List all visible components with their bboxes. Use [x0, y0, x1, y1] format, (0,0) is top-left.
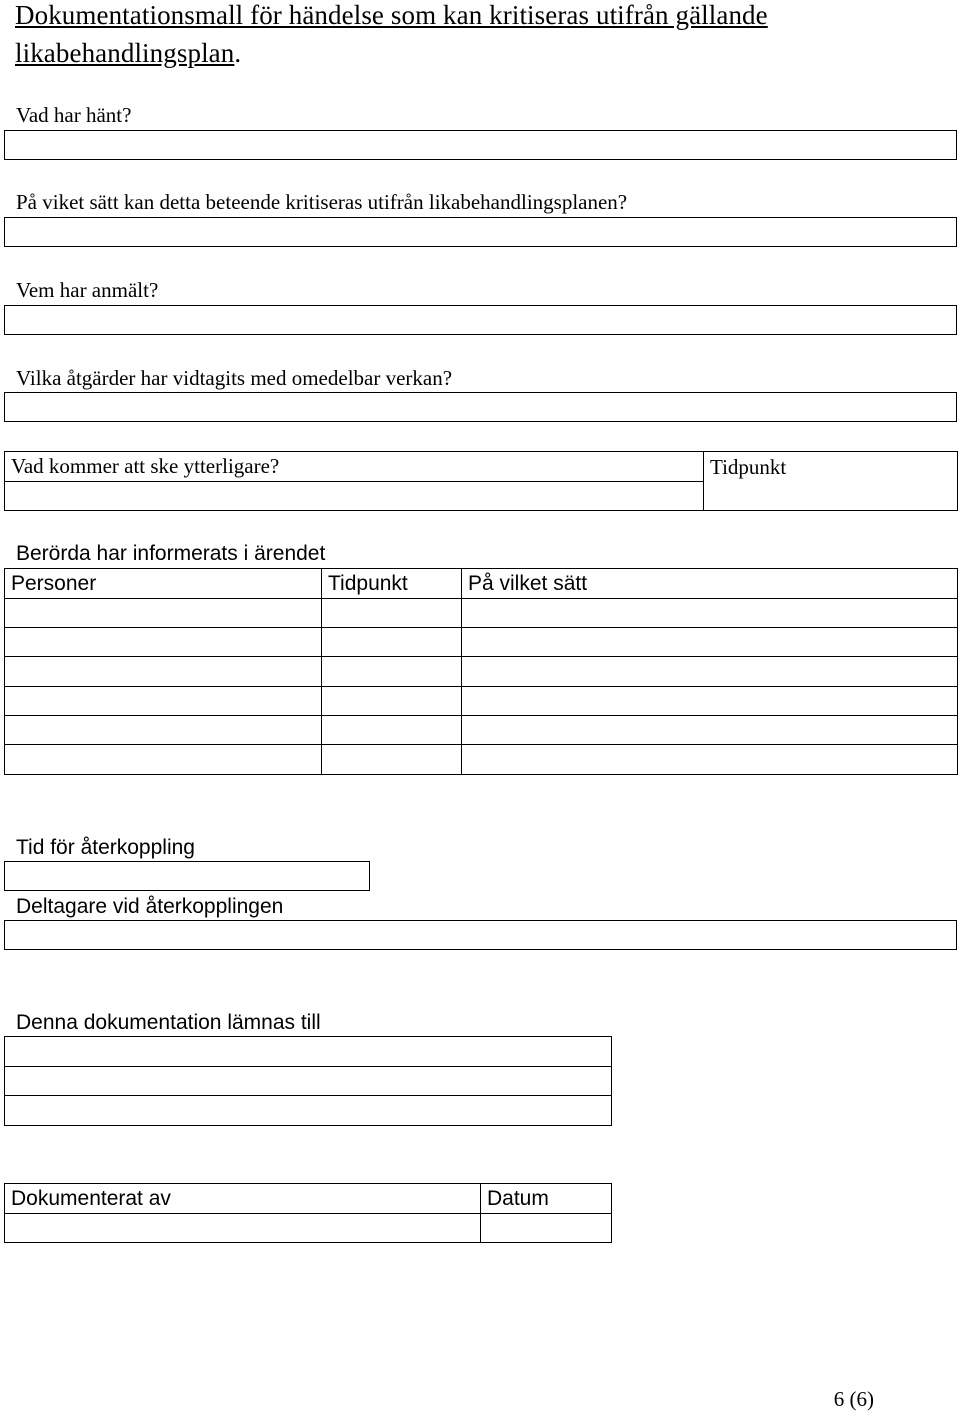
question-immediate-actions-label: Vilka åtgärder har vidtagits med omedelbar verkan? [16, 366, 453, 390]
what-happened-field[interactable] [4, 130, 957, 160]
documented-by-field[interactable] [5, 1214, 481, 1243]
further-actions-time-label: Tidpunkt [710, 455, 787, 479]
informed-header-row [5, 569, 958, 599]
table-row [5, 1096, 612, 1126]
page-number: 6 (6) [833, 1387, 874, 1411]
feedback-time-field[interactable] [4, 861, 370, 891]
document-title [15, 0, 945, 72]
question-what-happened-label: Vad har hänt? [16, 103, 132, 127]
time-cell[interactable] [322, 599, 462, 628]
table-row [5, 1037, 612, 1067]
date-header [481, 1184, 612, 1214]
recipient-cell[interactable] [5, 1067, 612, 1096]
question-criticism-label: På viket sätt kan detta beteende kritiseras utifrån likabehandlingsplanen? [16, 190, 628, 214]
header-method-label: På vilket sätt [468, 571, 588, 595]
table-row [5, 628, 958, 657]
document-title-text: Dokumentationsmall för händelse som kan kritiseras utifrån gällande likabehandlingsplan [15, 0, 768, 68]
further-actions-field[interactable] [5, 482, 704, 511]
delivered-to-table [4, 1036, 612, 1126]
method-cell[interactable] [462, 745, 958, 775]
time-cell[interactable] [322, 745, 462, 775]
method-cell[interactable] [462, 599, 958, 628]
recipient-cell[interactable] [5, 1096, 612, 1126]
further-actions-time-cell[interactable] [704, 452, 958, 511]
time-cell[interactable] [322, 628, 462, 657]
feedback-participants-label: Deltagare vid återkopplingen [16, 895, 284, 918]
informed-header-method [462, 569, 958, 599]
persons-cell[interactable] [5, 657, 322, 687]
header-persons-label: Personer [11, 571, 97, 595]
feedback-participants-field[interactable] [4, 920, 957, 950]
persons-cell[interactable] [5, 687, 322, 716]
informed-table [4, 568, 958, 775]
time-cell[interactable] [322, 657, 462, 687]
table-row [5, 657, 958, 687]
table-row [5, 687, 958, 716]
documented-by-label: Dokumenterat av [11, 1186, 171, 1210]
table-row [5, 716, 958, 745]
informed-header-time [322, 569, 462, 599]
persons-cell[interactable] [5, 716, 322, 745]
persons-cell[interactable] [5, 745, 322, 775]
table-row [5, 745, 958, 775]
signature-value-row [5, 1214, 612, 1243]
header-time-label: Tidpunkt [328, 571, 408, 595]
method-cell[interactable] [462, 628, 958, 657]
criticism-field[interactable] [4, 217, 957, 247]
question-reported-by-label: Vem har anmält? [16, 278, 159, 302]
time-cell[interactable] [322, 716, 462, 745]
method-cell[interactable] [462, 716, 958, 745]
time-cell[interactable] [322, 687, 462, 716]
further-actions-table [4, 451, 958, 511]
further-actions-label: Vad kommer att ske ytterligare? [11, 454, 280, 478]
persons-cell[interactable] [5, 628, 322, 657]
immediate-actions-field[interactable] [4, 392, 957, 422]
document-title-suffix: . [234, 38, 242, 68]
signature-table [4, 1183, 612, 1243]
recipient-cell[interactable] [5, 1037, 612, 1067]
feedback-time-label: Tid för återkoppling [16, 836, 195, 859]
documented-by-header [5, 1184, 481, 1214]
method-cell[interactable] [462, 687, 958, 716]
reported-by-field[interactable] [4, 305, 957, 335]
signature-header-row [5, 1184, 612, 1214]
date-label: Datum [487, 1186, 549, 1210]
further-actions-header [5, 452, 704, 482]
method-cell[interactable] [462, 657, 958, 687]
persons-cell[interactable] [5, 599, 322, 628]
informed-header-persons [5, 569, 322, 599]
delivered-to-label: Denna dokumentation lämnas till [16, 1011, 321, 1034]
date-field[interactable] [481, 1214, 612, 1243]
table-row [5, 1067, 612, 1096]
table-row [5, 599, 958, 628]
informed-heading: Berörda har informerats i ärendet [16, 542, 326, 565]
